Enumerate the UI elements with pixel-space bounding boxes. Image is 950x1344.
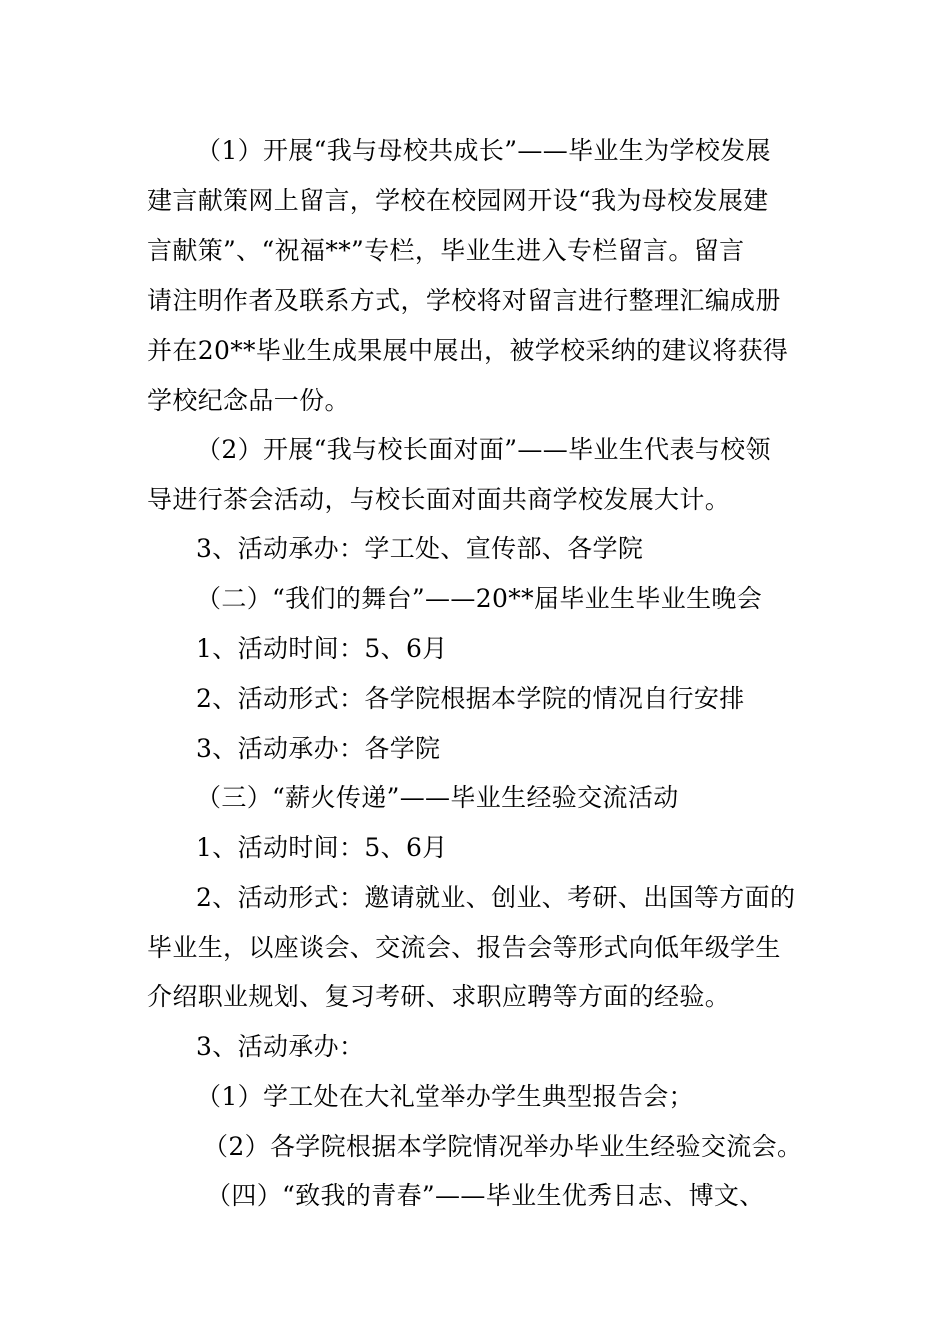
section-heading: （三）“薪火传递”——毕业生经验交流活动 [196,783,679,812]
paragraph-line: （2）各学院根据本学院情况举办毕业生经验交流会。 [203,1132,803,1161]
paragraph-line: 请注明作者及联系方式，学校将对留言进行整理汇编成册 [147,286,781,315]
paragraph-line: 2、活动形式：邀请就业、创业、考研、出国等方面的 [196,883,796,912]
paragraph-line: （1）开展“我与母校共成长”——毕业生为学校发展 [196,136,771,165]
paragraph-line: 1、活动时间：5、6月 [196,833,448,862]
paragraph-line: 言献策”、“祝福**”专栏，毕业生进入专栏留言。留言 [147,236,745,265]
paragraph-line: 学校纪念品一份。 [147,386,350,415]
paragraph-line: 并在20**毕业生成果展中展出，被学校采纳的建议将获得 [147,336,789,365]
paragraph-line: 1、活动时间：5、6月 [196,634,448,663]
paragraph-line: 毕业生，以座谈会、交流会、报告会等形式向低年级学生 [147,933,781,962]
section-heading: （二）“我们的舞台”——20**届毕业生毕业生晚会 [196,584,763,613]
paragraph-line: 3、活动承办： [196,1032,365,1061]
paragraph-line: （1）学工处在大礼堂举办学生典型报告会； [196,1082,694,1111]
paragraph-line: 3、活动承办：学工处、宣传部、各学院 [196,534,644,563]
paragraph-line: 2、活动形式：各学院根据本学院的情况自行安排 [196,684,745,713]
paragraph-line: 3、活动承办：各学院 [196,734,441,763]
paragraph-line: 介绍职业规划、复习考研、求职应聘等方面的经验。 [147,982,731,1011]
section-heading: （四）“致我的青春”——毕业生优秀日志、博文、 [206,1181,765,1210]
paragraph-line: 导进行茶会活动，与校长面对面共商学校发展大计。 [147,485,731,514]
paragraph-line: 建言献策网上留言，学校在校园网开设“我为母校发展建 [147,186,769,215]
paragraph-line: （2）开展“我与校长面对面”——毕业生代表与校领 [196,435,771,464]
